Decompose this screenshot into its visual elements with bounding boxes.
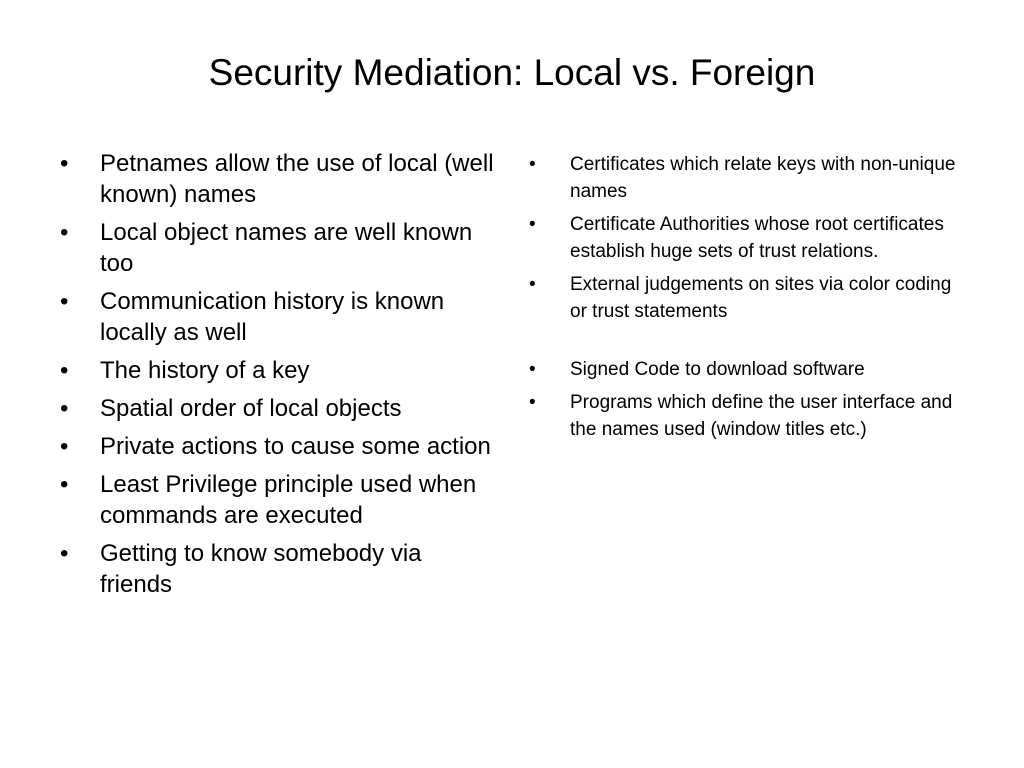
bullet-item [60,355,500,386]
bullet-glyph: • [60,395,69,422]
bullet-text: Getting to know somebody via friends [100,540,422,598]
bullet-text: Petnames allow the use of local (well known) names [100,150,494,208]
bullet-glyph: • [60,433,69,460]
bullet-glyph: • [529,214,536,235]
bullet-item [529,211,969,265]
bullet-text: Signed Code to download software [570,359,865,380]
bullet-glyph: • [60,357,69,384]
bullet-glyph: • [529,154,536,175]
bullet-item [529,151,969,205]
local-bullet-list [60,148,500,607]
bullet-text: External judgements on sites via color coding or trust statements [570,274,952,322]
bullet-item [529,356,969,383]
bullet-item [60,469,500,531]
bullet-text: Private actions to cause some action [100,433,491,460]
bullet-text: The history of a key [100,357,310,384]
bullet-item [60,538,500,600]
bullet-glyph: • [529,359,536,380]
bullet-glyph: • [60,471,69,498]
bullet-item [60,217,500,279]
bullet-item [60,148,500,210]
bullet-text: Local object names are well known too [100,219,473,277]
bullet-item [60,286,500,348]
foreign-bullet-list [529,151,969,449]
bullet-text: Certificates which relate keys with non-unique names [570,154,956,202]
bullet-item [529,271,969,325]
bullet-text: Certificate Authorities whose root certificates establish huge sets of trust relations. [570,214,944,262]
bullet-item [60,431,500,462]
bullet-glyph: • [60,219,69,246]
bullet-glyph: • [60,288,69,315]
bullet-text: Programs which define the user interface and the names used (window titles etc.) [570,392,953,440]
bullet-glyph: • [529,392,536,413]
bullet-item [60,393,500,424]
bullet-glyph: • [529,274,536,295]
bullet-glyph: • [60,540,69,567]
bullet-text: Spatial order of local objects [100,395,402,422]
slide-title: Security Mediation: Local vs. Foreign [208,52,816,93]
bullet-text: Least Privilege principle used when commands are executed [100,471,477,529]
bullet-text: Communication history is known locally as well [100,288,445,346]
bullet-glyph: • [60,150,69,177]
bullet-item [529,389,969,443]
